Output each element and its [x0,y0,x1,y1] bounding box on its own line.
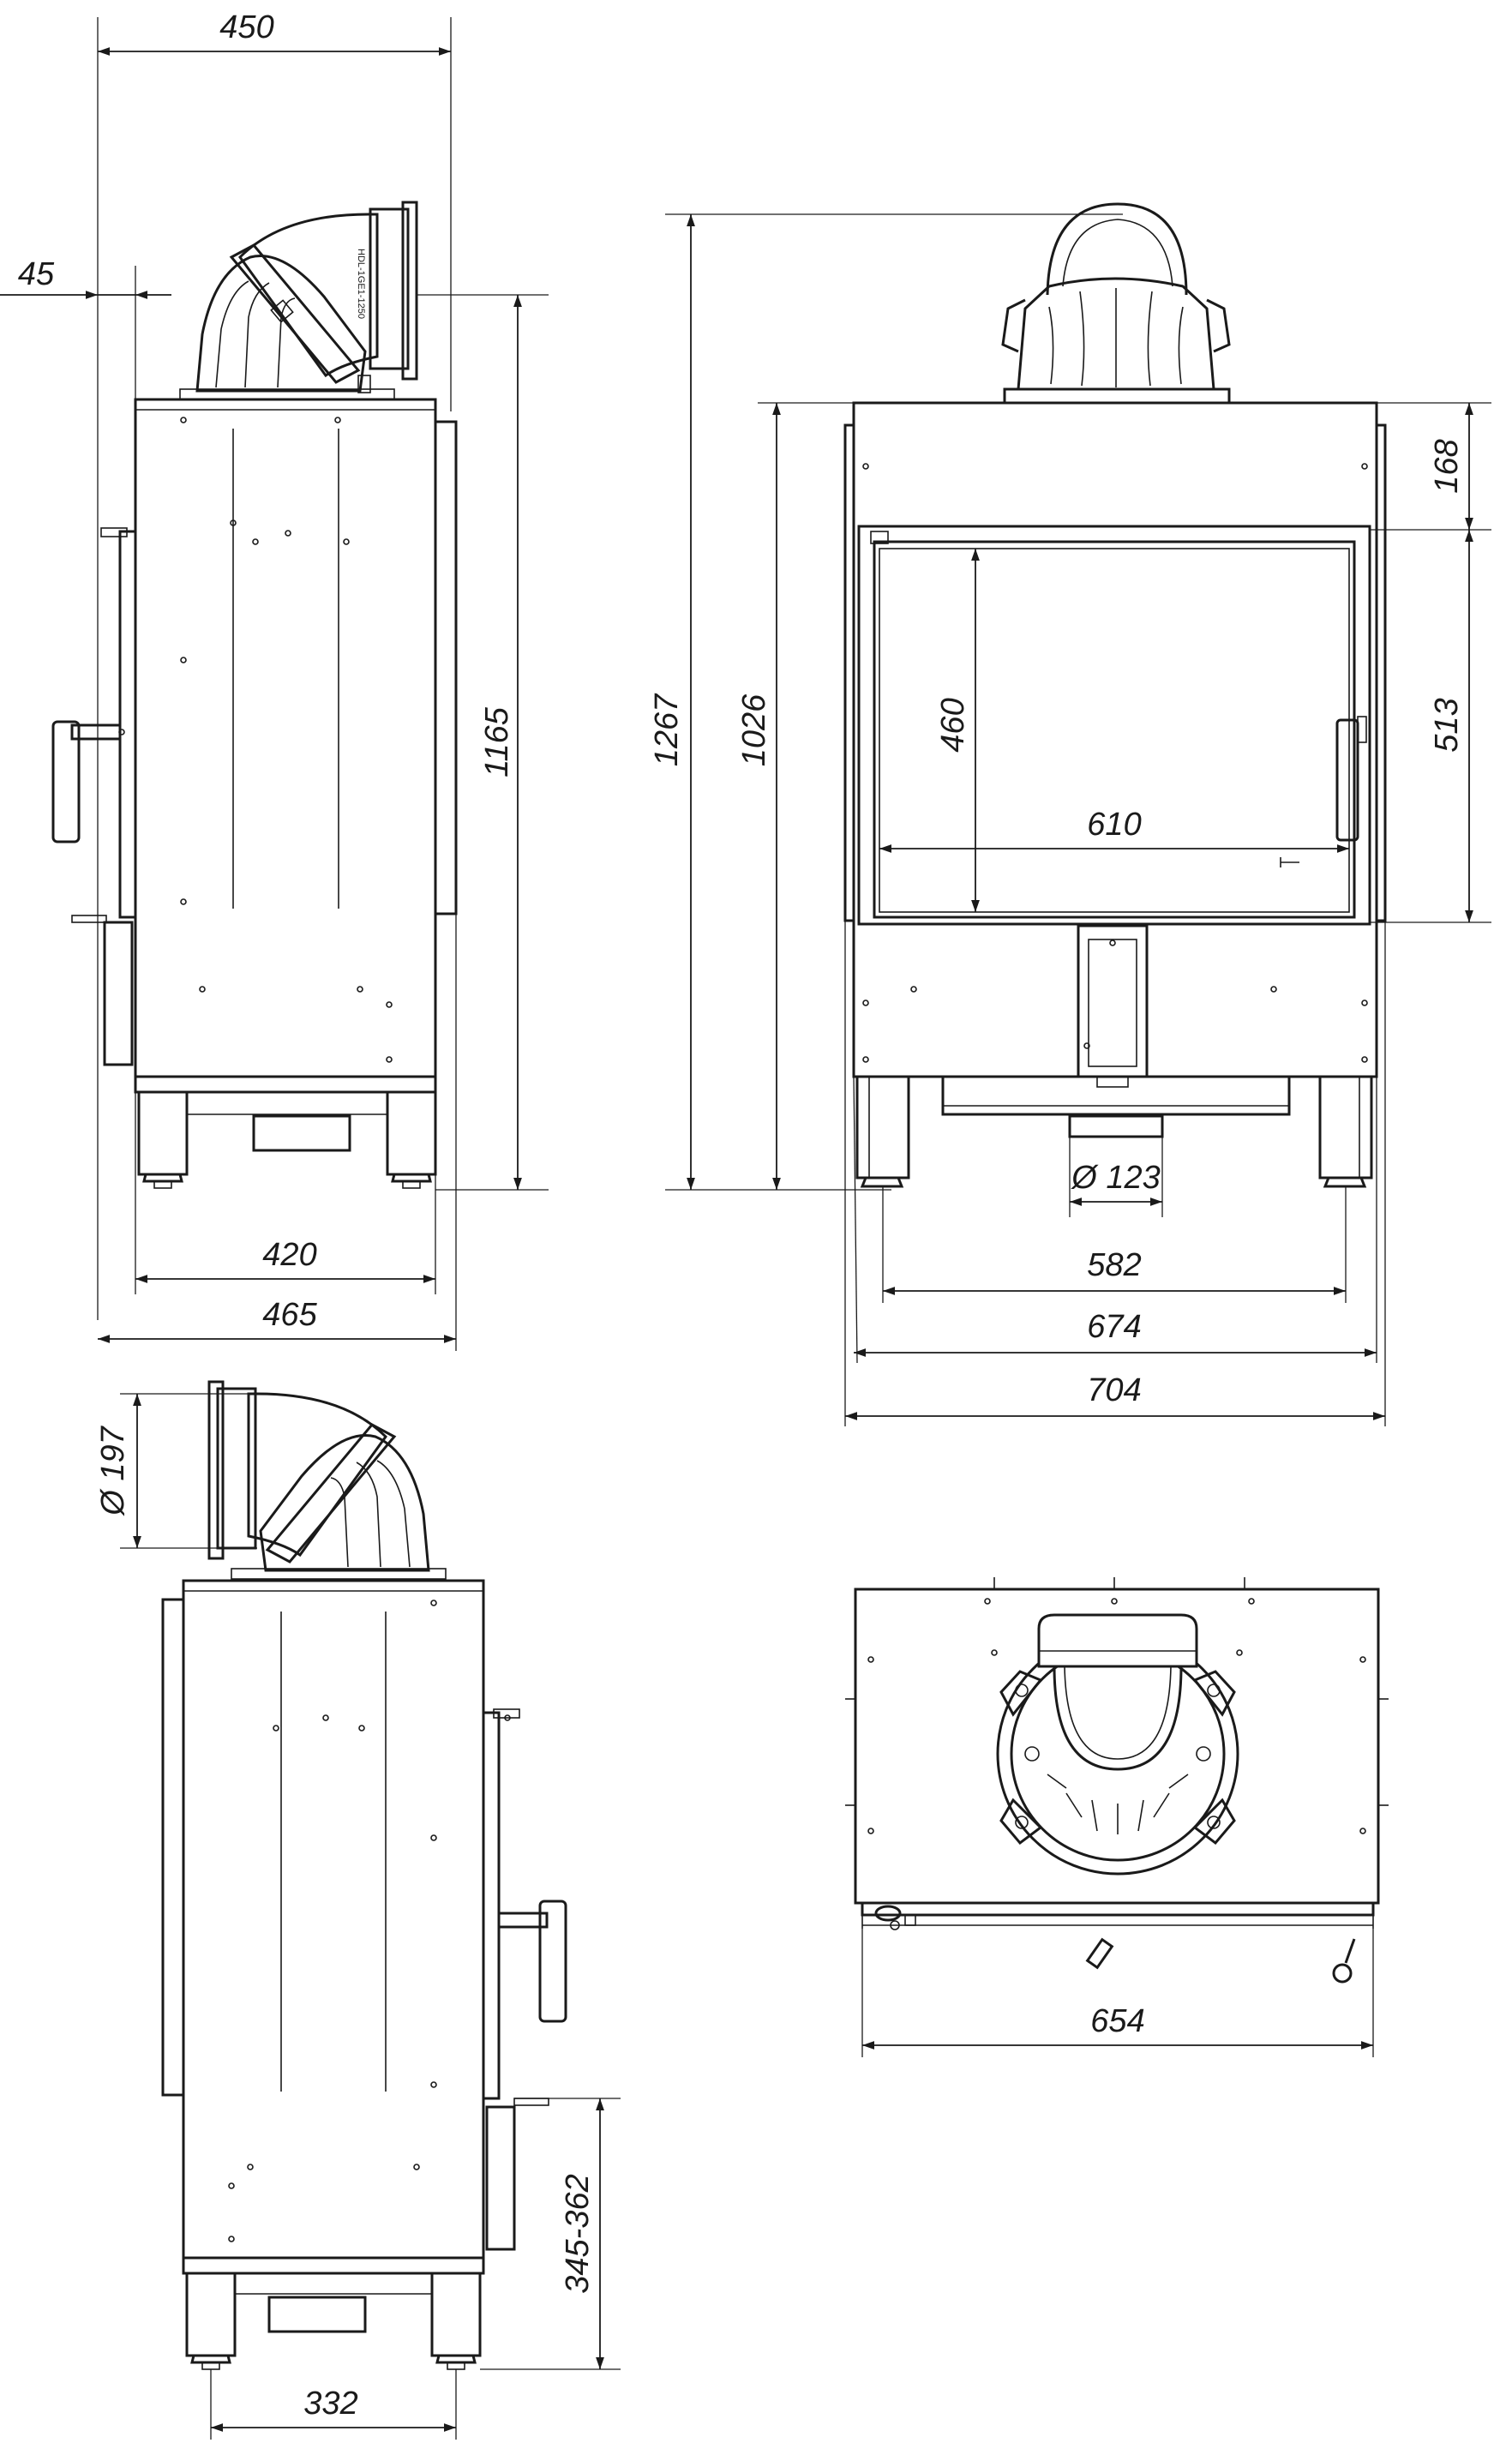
top-handle-rod [1346,1939,1354,1963]
dim-168: 168 [1429,439,1465,494]
side2-flue-elbow [209,1382,446,1579]
top-front-strip [862,1903,1373,1982]
side-back-panel [435,422,456,914]
collar-label: HDL-1GE1-1250 [356,249,366,319]
dim-1267: 1267 [649,693,685,767]
side2-door-strip [483,1713,499,2098]
dim-420: 420 [262,1237,317,1273]
dim-d197: Ø 197 [95,1426,131,1516]
dim-610: 610 [1087,807,1142,843]
top-flue-ring [998,1615,1238,1874]
bottom-air-inlet [254,1116,350,1150]
dim-332: 332 [303,2386,358,2422]
side-view-left [0,9,549,1351]
lower-panel [863,926,1367,1087]
dims-front-view [649,214,1491,1426]
dim-1165: 1165 [479,707,515,777]
dim-513: 513 [1429,698,1465,753]
front-leg-right [1320,1077,1371,1178]
top-handle-knob [1334,1965,1351,1982]
side2-body [183,1581,483,2258]
top-lever [1088,1940,1113,1968]
side2-leg-front [187,2273,235,2356]
dims-side2 [95,1394,621,2440]
top-flue-spigot [1039,1615,1197,1666]
dim-460: 460 [935,698,971,753]
dim-654: 654 [1090,2003,1145,2039]
dim-582: 582 [1087,1247,1142,1283]
side2-back-panel [163,1600,183,2095]
front-body [854,403,1377,1077]
side-view-right [95,1382,621,2440]
dim-465: 465 [262,1297,317,1333]
dim-450: 450 [219,9,274,45]
top-view [845,1577,1389,2057]
leg-back [387,1092,435,1174]
flue-elbow-front [1003,204,1229,403]
front-flue-spigot [1070,1116,1162,1137]
side2-leg-back [432,2273,480,2356]
dim-1026: 1026 [736,693,772,767]
side-door-strip [120,531,135,917]
dim-704: 704 [1087,1372,1142,1408]
dim-d123: Ø 123 [1071,1160,1161,1196]
mounting-holes [119,417,392,1062]
dim-674: 674 [1087,1309,1142,1345]
dim-345-362: 345-362 [560,2174,596,2294]
dims-top-view [862,1929,1373,2057]
side2-ash-drawer [487,2107,514,2249]
side-body [135,399,435,1077]
side2-holes [229,1600,510,2242]
flue-elbow-side [180,202,417,399]
dim-45: 45 [17,256,55,292]
side2-air-inlet [269,2297,365,2332]
front-base-plate [943,1077,1289,1114]
leg-front [139,1092,187,1174]
ash-drawer [105,922,132,1065]
front-leg-left [857,1077,909,1178]
front-view [649,204,1491,1426]
